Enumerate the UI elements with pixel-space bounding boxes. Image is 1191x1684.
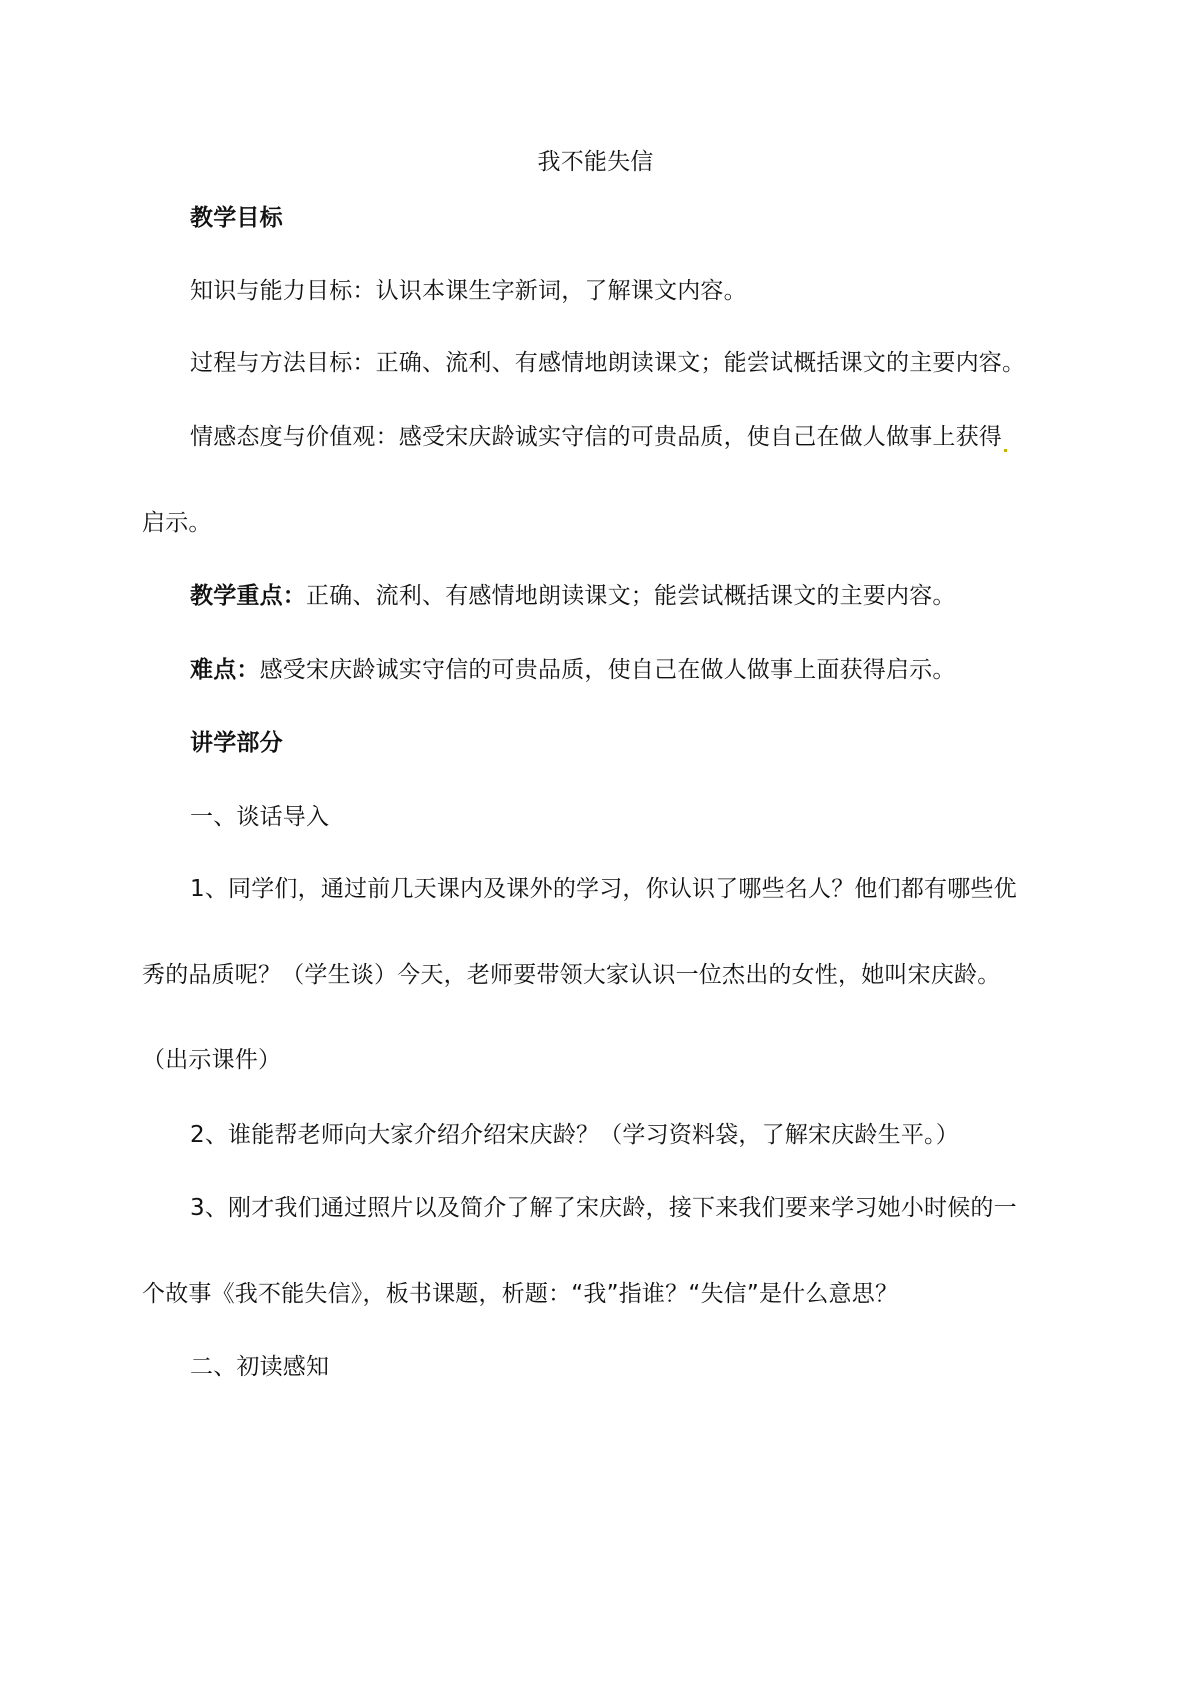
objective-emotion-text: 情感态度与价值观：感受宋庆龄诚实守信的可贵品质，使自己在做人做事上获得 (190, 424, 1002, 450)
objective-knowledge: 知识与能力目标：认识本课生字新词，了解课文内容。 (190, 278, 747, 304)
objective-process: 过程与方法目标：正确、流利、有感情地朗读课文；能尝试概括课文的主要内容。 (190, 350, 1026, 376)
document-title: 我不能失信 (537, 149, 654, 175)
objective-emotion-line1 (190, 422, 1007, 452)
difficulty-text: 感受宋庆龄诚实守信的可贵品质，使自己在做人做事上面获得启示。 (259, 657, 956, 683)
item3-line1: 3、刚才我们通过照片以及简介了解了宋庆龄，接下来我们要来学习她小时候的一 (190, 1195, 1017, 1221)
objectives-heading: 教学目标 (190, 205, 283, 231)
teaching-heading: 讲学部分 (190, 730, 283, 756)
item1-line3: （出示课件） (142, 1047, 282, 1073)
item1-line1: 1、同学们，通过前几天课内及课外的学习，你认识了哪些名人？他们都有哪些优 (190, 876, 1017, 902)
objective-emotion-line2: 启示。 (142, 510, 212, 536)
key-points-text: 正确、流利、有感情地朗读课文；能尝试概括课文的主要内容。 (306, 583, 956, 609)
difficulty-label: 难点： (190, 657, 260, 683)
item3-line2: 个故事《我不能失信》，板书课题，析题：“我”指谁？“失信”是什么意思？ (142, 1281, 899, 1307)
section1-heading: 一、谈话导入 (190, 804, 330, 830)
key-points-paragraph (190, 581, 956, 611)
section2-heading: 二、初读感知 (190, 1354, 330, 1380)
item1-line2: 秀的品质呢？（学生谈）今天，老师要带领大家认识一位杰出的女性，她叫宋庆龄。 (142, 962, 1001, 988)
key-points-label: 教学重点： (190, 583, 306, 609)
revision-mark (1004, 449, 1007, 452)
difficulty-paragraph (190, 655, 956, 685)
item2: 2、谁能帮老师向大家介绍介绍宋庆龄？（学习资料袋，了解宋庆龄生平。） (190, 1122, 959, 1148)
